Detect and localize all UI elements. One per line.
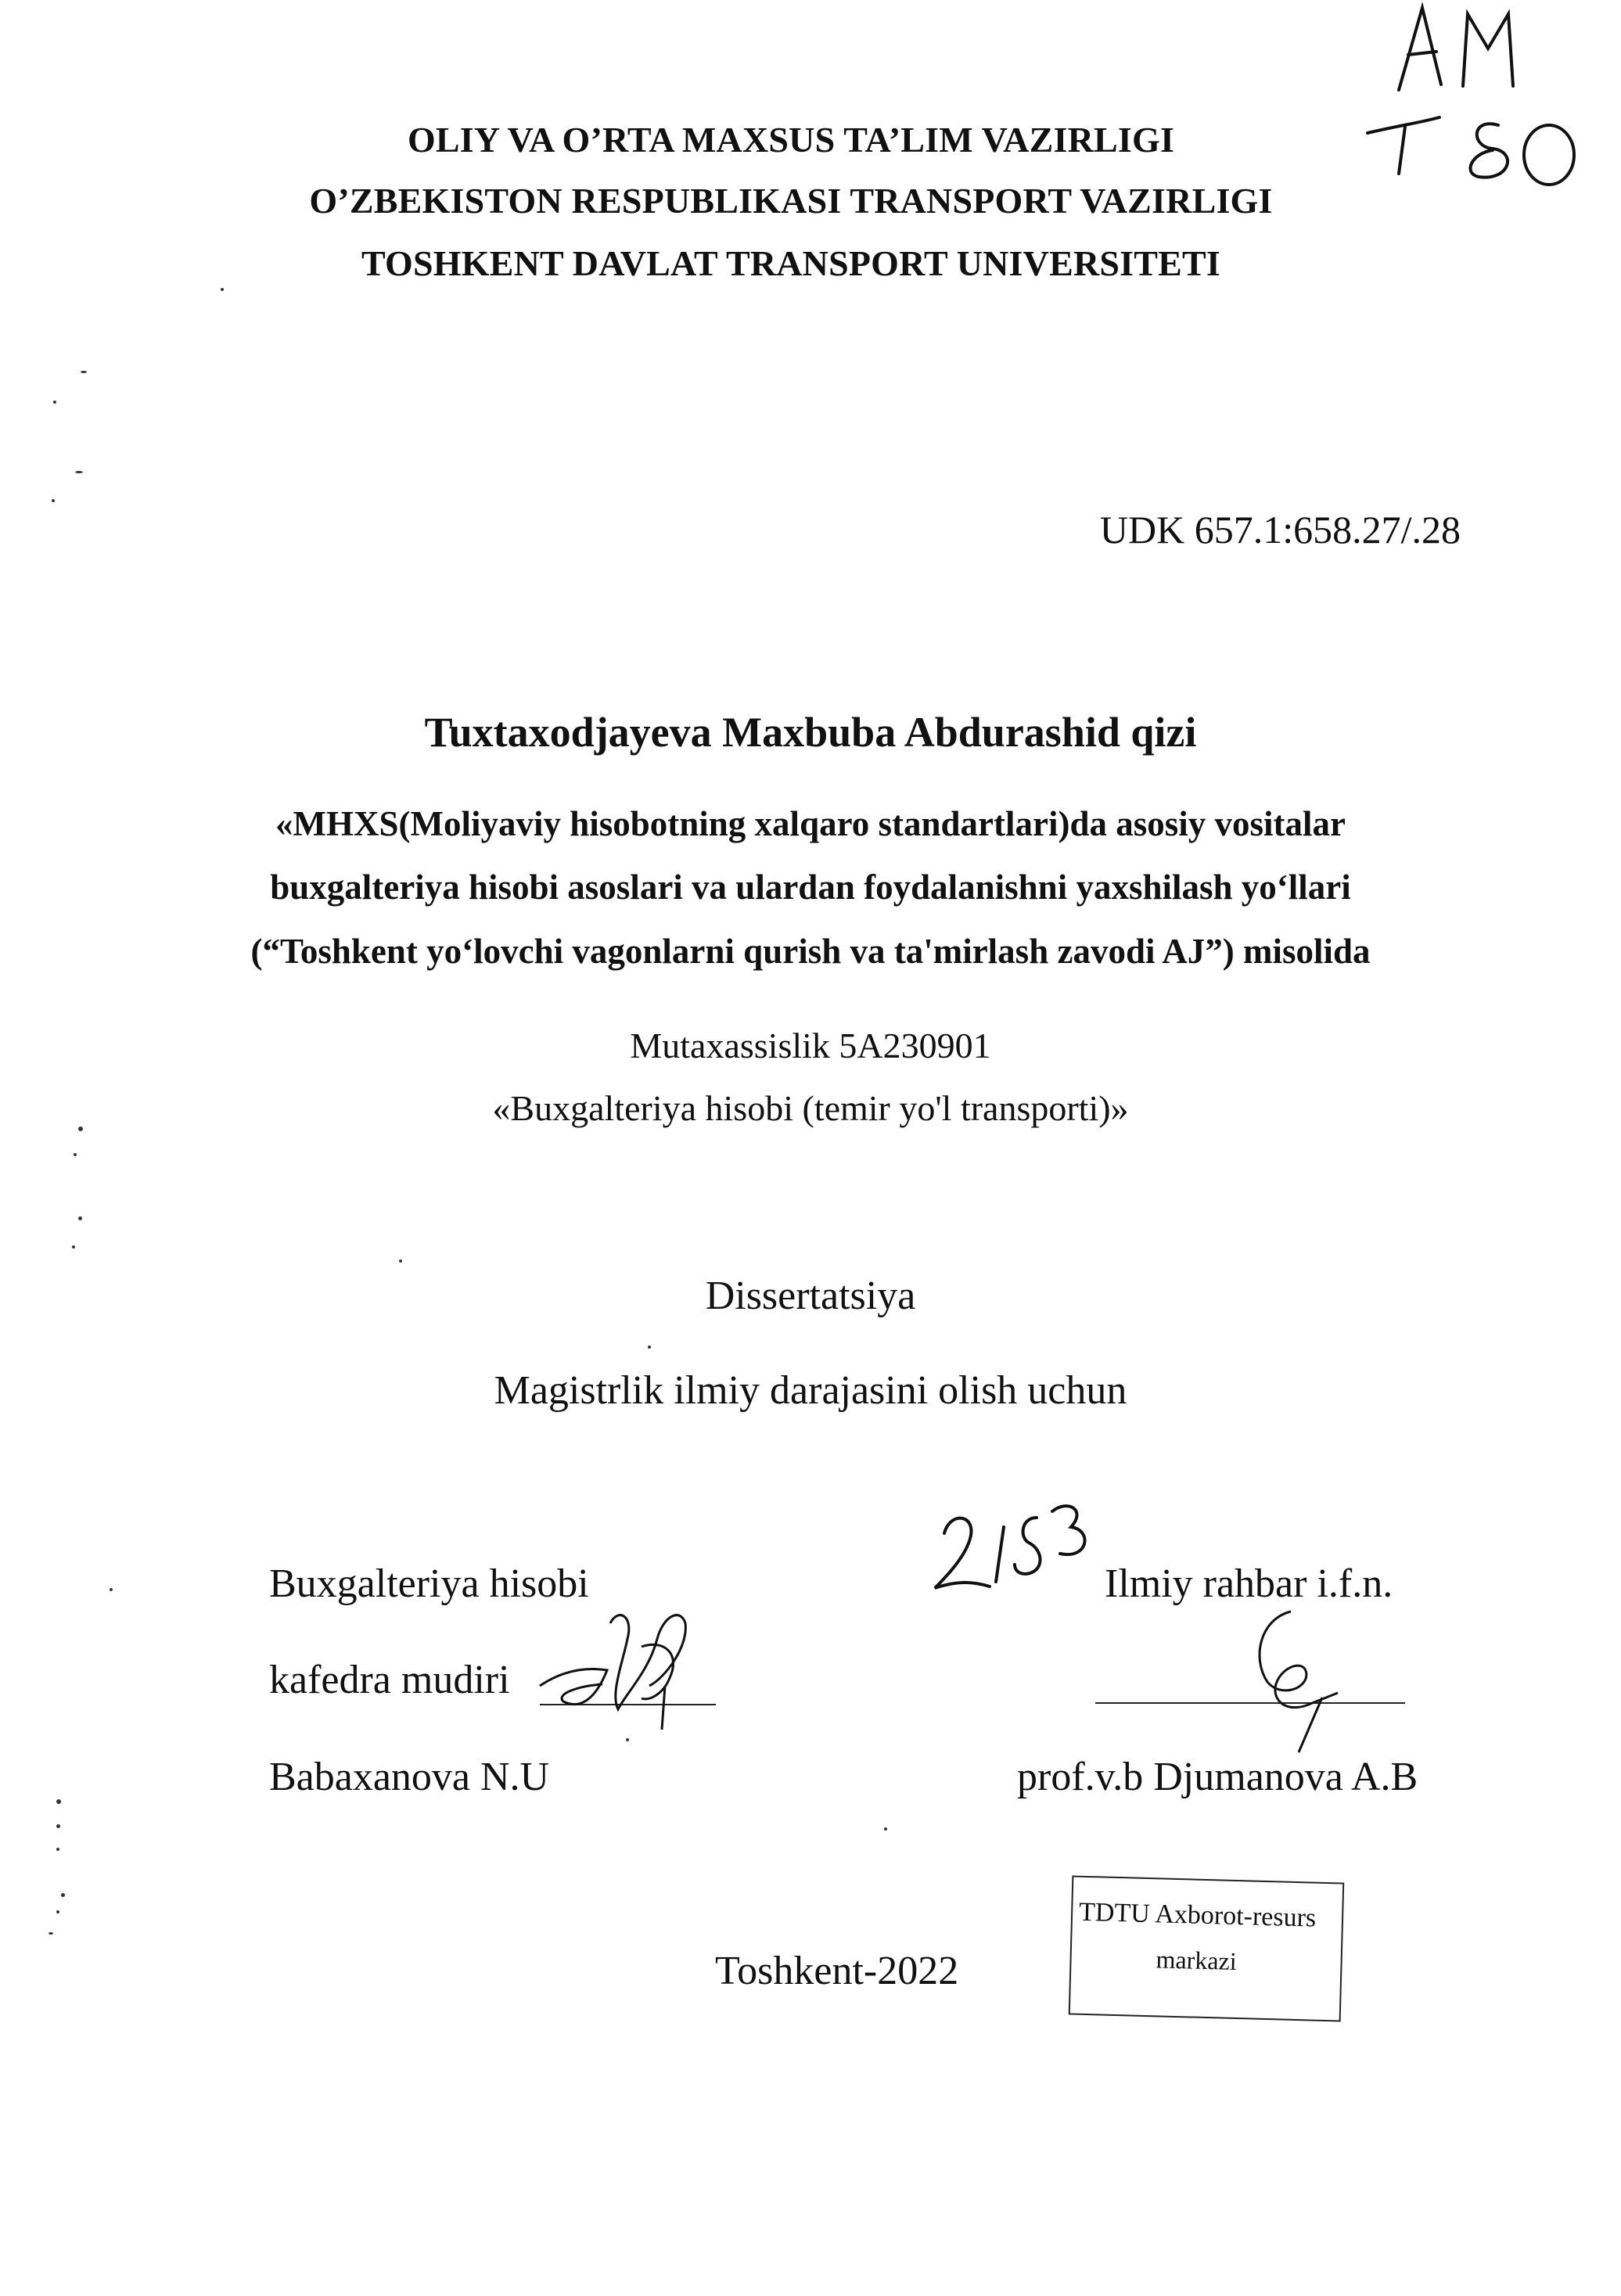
scan-speck (110, 1588, 113, 1591)
scan-speck (61, 1893, 65, 1897)
city-year: Toshkent-2022 (715, 1949, 959, 1993)
scan-speck (74, 1153, 77, 1156)
title-line-1: «MHXS(Moliyaviy hisobotning xalqaro standartlari)da asosiy vositalar (275, 804, 1346, 843)
scan-speck (884, 1827, 887, 1831)
left-signatory-line1: Buxgalteriya hisobi (269, 1561, 589, 1606)
scan-speck (52, 499, 55, 502)
left-signature (532, 1592, 720, 1741)
ministry-line: OLIY VA O’RTA MAXSUS TA’LIM VAZIRLIGI (407, 120, 1175, 160)
scan-speck (81, 371, 87, 373)
scan-speck (75, 471, 83, 473)
scan-speck (78, 1126, 83, 1131)
scan-speck (56, 1910, 59, 1913)
left-signatory-name: Babaxanova N.U (269, 1755, 550, 1799)
university-line: TOSHKENT DAVLAT TRANSPORT UNIVERSITETI (361, 243, 1220, 283)
scan-speck (56, 1848, 59, 1851)
scan-speck (221, 288, 224, 291)
library-stamp (1069, 1875, 1345, 2021)
corner-handwriting (1361, 0, 1596, 196)
work-type: Dissertatsiya (705, 1274, 916, 1318)
right-signatory-name: prof.v.b Djumanova A.B (1017, 1755, 1418, 1799)
author-name: Tuxtaxodjayeva Maxbuba Abdurashid qizi (424, 709, 1197, 756)
transport-ministry-line: O’ZBEKISTON RESPUBLIKASI TRANSPORT VAZIRLIGI (309, 181, 1273, 221)
scan-speck (49, 1932, 53, 1935)
udk-code: UDK 657.1:658.27/.28 (1099, 508, 1461, 552)
scan-speck (56, 1799, 61, 1804)
title-line-3: (“Toshkent yo‘lovchi vagonlarni qurish va ta'mirlash zavodi AJ”) misolida (250, 932, 1371, 971)
scan-speck (626, 1738, 629, 1741)
right-signatory-line1: Ilmiy rahbar i.f.n. (1105, 1561, 1393, 1606)
stamp-line-2: markazi (1156, 1945, 1238, 1976)
scan-speck (78, 1216, 82, 1220)
scan-speck (72, 1245, 75, 1249)
scan-speck (56, 1824, 60, 1828)
handwritten-number (927, 1494, 1099, 1596)
right-signature (1205, 1604, 1346, 1752)
degree-purpose: Magistrlik ilmiy darajasini olish uchun (494, 1368, 1127, 1413)
scan-speck (53, 401, 56, 404)
scan-speck (399, 1259, 402, 1263)
specialty-name: «Buxgalteriya hisobi (temir yo'l transporti)» (492, 1088, 1129, 1128)
left-signatory-line2: kafedra mudiri (269, 1658, 510, 1702)
title-line-2: buxgalteriya hisobi asoslari va ulardan foydalanishni yaxshilash yo‘llari (270, 868, 1351, 907)
specialty-code: Mutaxassislik 5A230901 (630, 1026, 991, 1065)
stamp-line-1: TDTU Axborot-resurs (1078, 1897, 1317, 1933)
scan-speck (648, 1346, 651, 1349)
